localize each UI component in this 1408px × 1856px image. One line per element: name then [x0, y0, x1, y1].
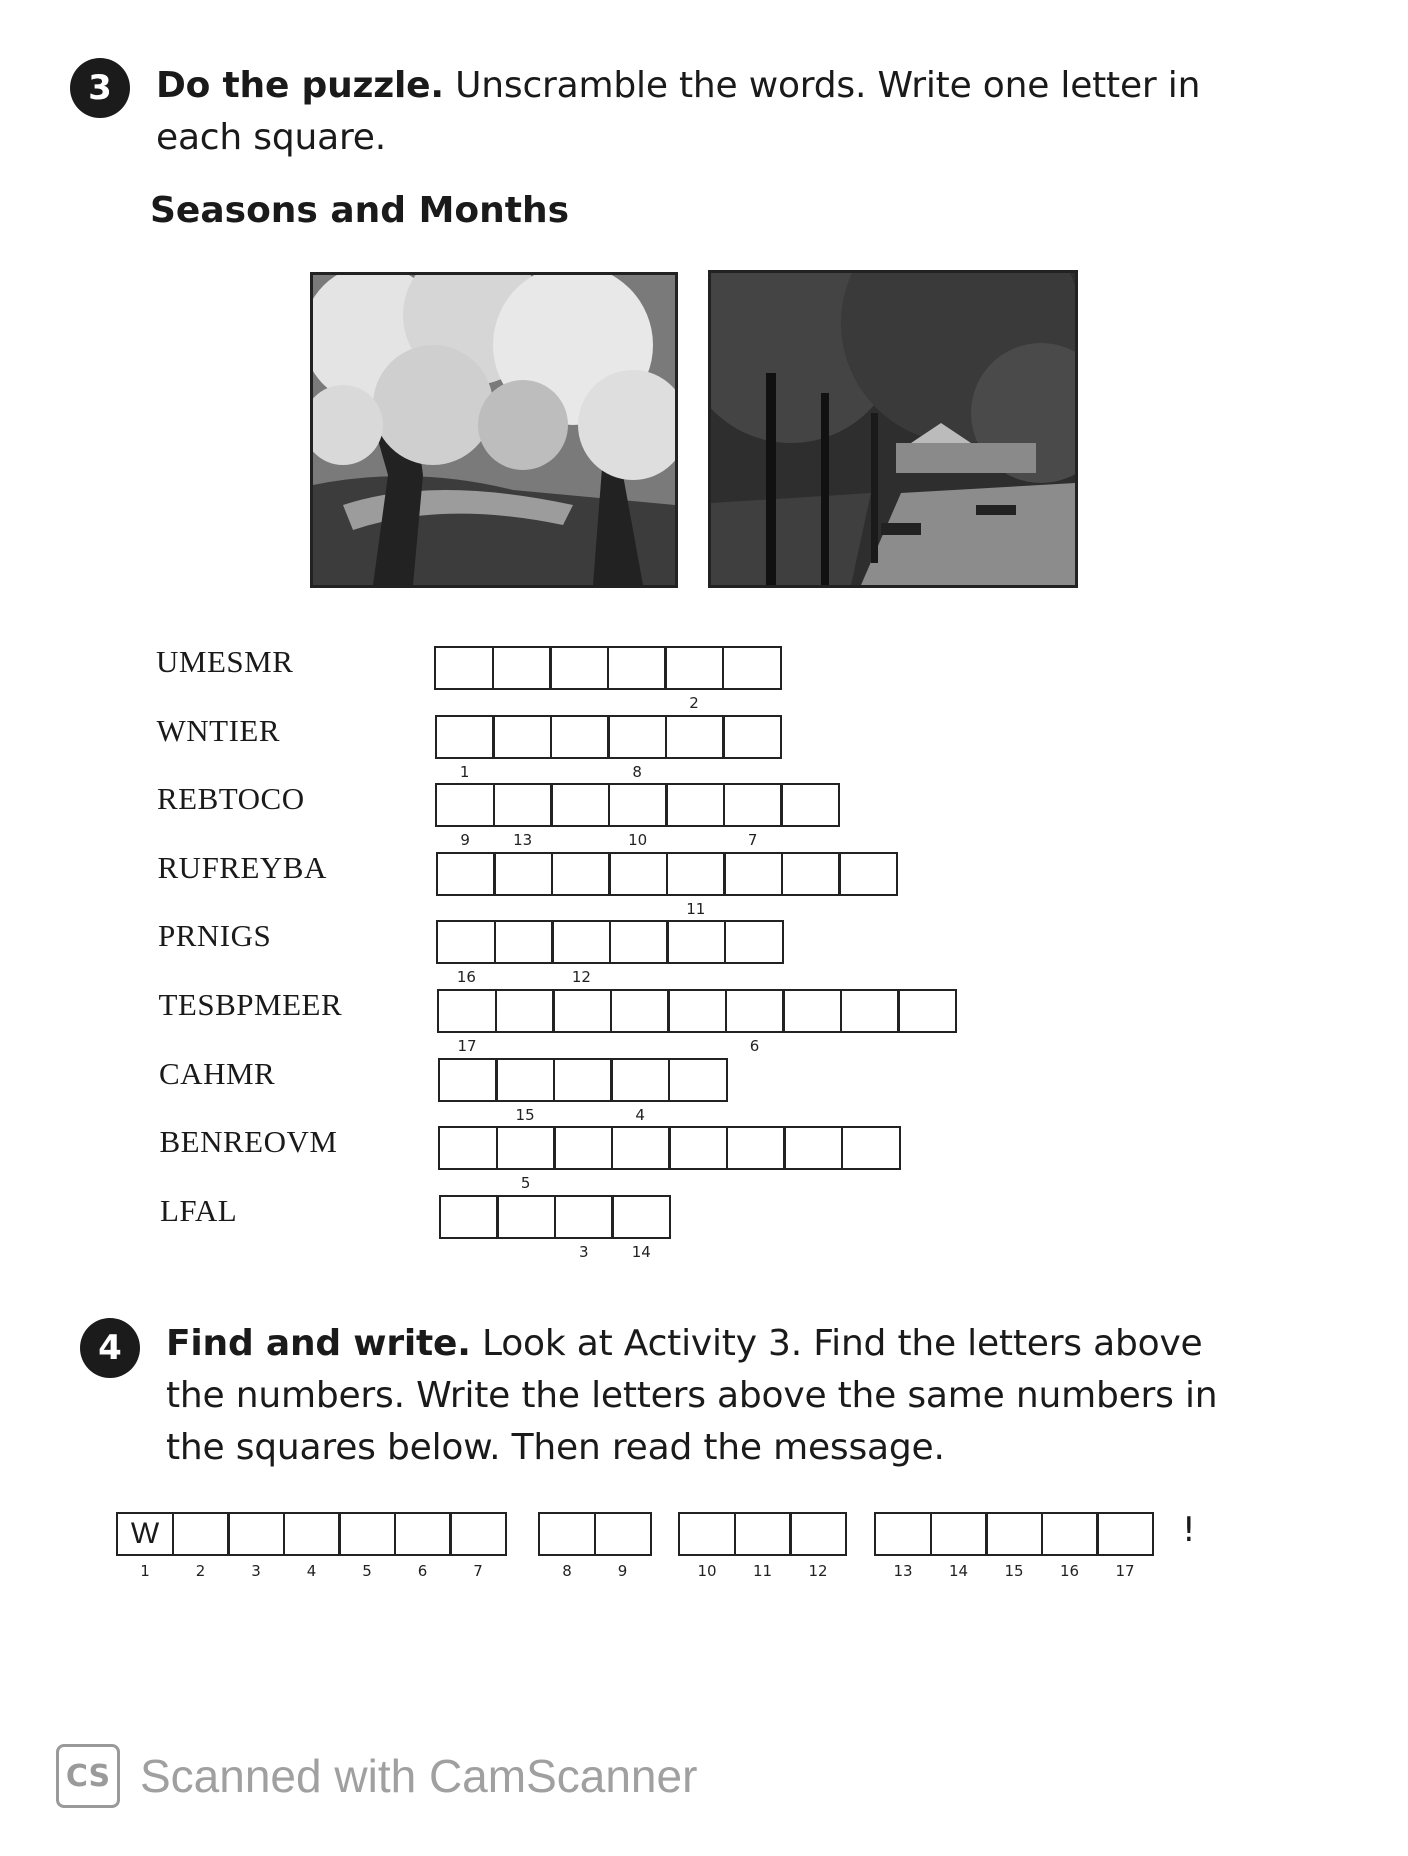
spring-blossom-photo: [310, 272, 678, 588]
message-square[interactable]: [734, 1512, 792, 1580]
message-square[interactable]: [1096, 1512, 1154, 1580]
message-square[interactable]: [1041, 1512, 1099, 1580]
clue-number: 16: [456, 968, 476, 987]
answer-square[interactable]: [493, 783, 553, 850]
scrambled-word: LFAL: [160, 1192, 238, 1228]
answer-square[interactable]: [725, 989, 785, 1055]
answer-square[interactable]: [439, 1195, 499, 1239]
answer-square[interactable]: [436, 852, 496, 896]
answer-square[interactable]: [437, 989, 497, 1055]
answer-square[interactable]: [494, 920, 554, 964]
answer-square[interactable]: [838, 852, 898, 896]
answer-square[interactable]: [435, 715, 495, 781]
answer-square[interactable]: [897, 989, 957, 1033]
answer-square[interactable]: [551, 852, 611, 896]
activity-3-text-line2: each square.: [156, 117, 386, 158]
message-letter: W: [130, 1517, 160, 1550]
answer-square[interactable]: [722, 646, 782, 690]
message-square[interactable]: [538, 1512, 596, 1580]
message-number: 15: [1004, 1562, 1024, 1580]
message-number: 10: [697, 1562, 717, 1580]
message-word-group: [678, 1512, 847, 1580]
message-square[interactable]: [874, 1512, 932, 1580]
message-word-group: [874, 1512, 1154, 1580]
answer-square[interactable]: [492, 715, 552, 759]
message-number: 4: [306, 1562, 317, 1580]
answer-square[interactable]: [552, 989, 612, 1033]
message-exclamation: !: [1182, 1510, 1196, 1550]
answer-square[interactable]: [611, 1126, 671, 1170]
answer-square[interactable]: [493, 852, 553, 896]
message-square[interactable]: [985, 1512, 1043, 1580]
message-square[interactable]: [594, 1512, 652, 1580]
answer-row: [437, 989, 957, 1055]
clue-number: 10: [628, 831, 648, 850]
clue-number: 7: [747, 831, 758, 850]
answer-square[interactable]: [553, 1126, 613, 1170]
answer-square[interactable]: [608, 783, 668, 850]
clue-number: 6: [749, 1037, 760, 1055]
message-number: 12: [808, 1562, 828, 1580]
answer-square[interactable]: [495, 1058, 555, 1124]
answer-row: [438, 1126, 901, 1193]
answer-square[interactable]: [724, 920, 784, 964]
camscanner-logo-icon: CS: [56, 1744, 120, 1808]
clue-number: 3: [579, 1242, 589, 1261]
answer-square[interactable]: [722, 715, 782, 759]
scrambled-word: REBTOCO: [157, 781, 305, 817]
answer-square[interactable]: [611, 1195, 671, 1261]
clue-number: 15: [515, 1105, 535, 1124]
answer-square[interactable]: [607, 646, 667, 690]
clue-number: 1: [459, 762, 470, 781]
answer-row: [439, 1195, 672, 1261]
message-square[interactable]: [930, 1512, 988, 1580]
answer-square[interactable]: [665, 715, 725, 759]
answer-row: [438, 1058, 728, 1124]
message-number: 9: [617, 1562, 628, 1580]
message-square[interactable]: [449, 1512, 507, 1580]
answer-row: [435, 783, 840, 850]
clue-number: 8: [632, 762, 642, 781]
message-square[interactable]: [283, 1512, 341, 1580]
activity-4-title: Find and write.: [166, 1323, 471, 1364]
message-number: 6: [417, 1562, 428, 1580]
message-number: 7: [473, 1562, 483, 1580]
answer-square[interactable]: [664, 646, 724, 712]
answer-square[interactable]: [667, 989, 727, 1033]
message-number: 14: [948, 1562, 969, 1580]
activity-4-instruction: [166, 1318, 1346, 1474]
answer-square[interactable]: [435, 783, 495, 850]
message-word-group: [538, 1512, 652, 1580]
scrambled-word: WNTIER: [156, 712, 281, 748]
answer-square[interactable]: [726, 1126, 786, 1170]
message-number: 2: [195, 1562, 206, 1580]
activity-4-text-line3: the squares below. Then read the message.: [166, 1427, 945, 1468]
activity-3-title: Do the puzzle.: [156, 65, 444, 106]
scrambled-word: RUFREYBA: [157, 849, 327, 885]
message-square[interactable]: [394, 1512, 452, 1580]
answer-square[interactable]: [550, 783, 610, 827]
answer-square[interactable]: [665, 783, 725, 827]
clue-number: 2: [689, 694, 699, 712]
answer-square[interactable]: [550, 715, 610, 759]
activity-4-badge: 4: [80, 1318, 140, 1378]
clue-number: 9: [460, 831, 470, 850]
message-number: 1: [140, 1562, 150, 1580]
scrambled-word: PRNIGS: [158, 918, 272, 954]
scrambled-word: TESBPMEER: [158, 987, 343, 1022]
answer-square[interactable]: [668, 1058, 728, 1102]
answer-square[interactable]: [781, 852, 841, 896]
answer-square[interactable]: [723, 783, 783, 850]
message-number: 5: [362, 1562, 372, 1580]
answer-square[interactable]: [780, 783, 840, 827]
answer-square[interactable]: [436, 920, 496, 987]
clue-number: 12: [571, 968, 591, 987]
summer-park-photo: [708, 270, 1078, 588]
message-square[interactable]: [338, 1512, 396, 1580]
message-number: 3: [251, 1562, 261, 1580]
activity-3-instruction: [156, 60, 1316, 164]
puzzle-subtitle: Seasons and Months: [150, 190, 570, 231]
answer-row: [436, 920, 784, 987]
answer-square[interactable]: [608, 852, 668, 896]
activity-4-text-line1: Look at Activity 3. Find the letters above: [482, 1323, 1203, 1364]
clue-number: 11: [686, 899, 706, 918]
answer-square[interactable]: [554, 1195, 614, 1261]
answer-square[interactable]: [496, 1195, 556, 1239]
answer-square[interactable]: [723, 852, 783, 896]
clue-number: 4: [635, 1105, 645, 1124]
scrambled-word: BENREOVM: [159, 1124, 338, 1160]
answer-square[interactable]: [434, 646, 494, 690]
answer-square[interactable]: [782, 989, 842, 1033]
answer-square[interactable]: [610, 989, 670, 1033]
answer-square[interactable]: [668, 1126, 728, 1170]
message-square[interactable]: [116, 1512, 174, 1580]
answer-row: [435, 715, 783, 781]
message-square[interactable]: [789, 1512, 847, 1580]
answer-square[interactable]: [783, 1126, 843, 1170]
scrambled-word: UMESMR: [156, 644, 294, 679]
answer-square[interactable]: [610, 1058, 670, 1124]
clue-number: 17: [457, 1037, 477, 1055]
message-number: 11: [752, 1562, 773, 1580]
answer-square[interactable]: [438, 1126, 498, 1170]
activity-3-text-line1: Unscramble the words. Write one letter in: [455, 65, 1201, 106]
message-square[interactable]: [678, 1512, 736, 1580]
answer-square[interactable]: [553, 1058, 613, 1102]
answer-square[interactable]: [666, 852, 726, 918]
answer-square[interactable]: [841, 1126, 901, 1170]
answer-square[interactable]: [607, 715, 667, 781]
message-number: 17: [1115, 1562, 1135, 1580]
activity-4-text-line2: the numbers. Write the letters above the same numbers in: [166, 1375, 1218, 1416]
answer-square[interactable]: [492, 646, 552, 690]
camscanner-text: Scanned with CamScanner: [140, 1750, 698, 1802]
scrambled-word: CAHMR: [159, 1055, 276, 1091]
answer-square[interactable]: [609, 920, 669, 964]
answer-square[interactable]: [495, 989, 555, 1033]
answer-row: [434, 646, 782, 712]
answer-square[interactable]: [496, 1126, 556, 1193]
answer-row: [436, 852, 899, 918]
message-word-group: [116, 1512, 507, 1580]
message-number: 13: [893, 1562, 913, 1580]
answer-square[interactable]: [551, 920, 611, 987]
answer-square[interactable]: [840, 989, 900, 1033]
camscanner-footer: [56, 1744, 697, 1808]
message-number: 8: [562, 1562, 572, 1580]
activity-3-badge: 3: [70, 58, 130, 118]
clue-number: 14: [631, 1242, 651, 1261]
clue-number: 13: [513, 831, 533, 850]
message-square[interactable]: [172, 1512, 230, 1580]
answer-square[interactable]: [438, 1058, 498, 1102]
clue-number: 5: [520, 1174, 531, 1193]
message-square[interactable]: [227, 1512, 285, 1580]
answer-square[interactable]: [666, 920, 726, 964]
answer-square[interactable]: [549, 646, 609, 690]
message-number: 16: [1059, 1562, 1080, 1580]
